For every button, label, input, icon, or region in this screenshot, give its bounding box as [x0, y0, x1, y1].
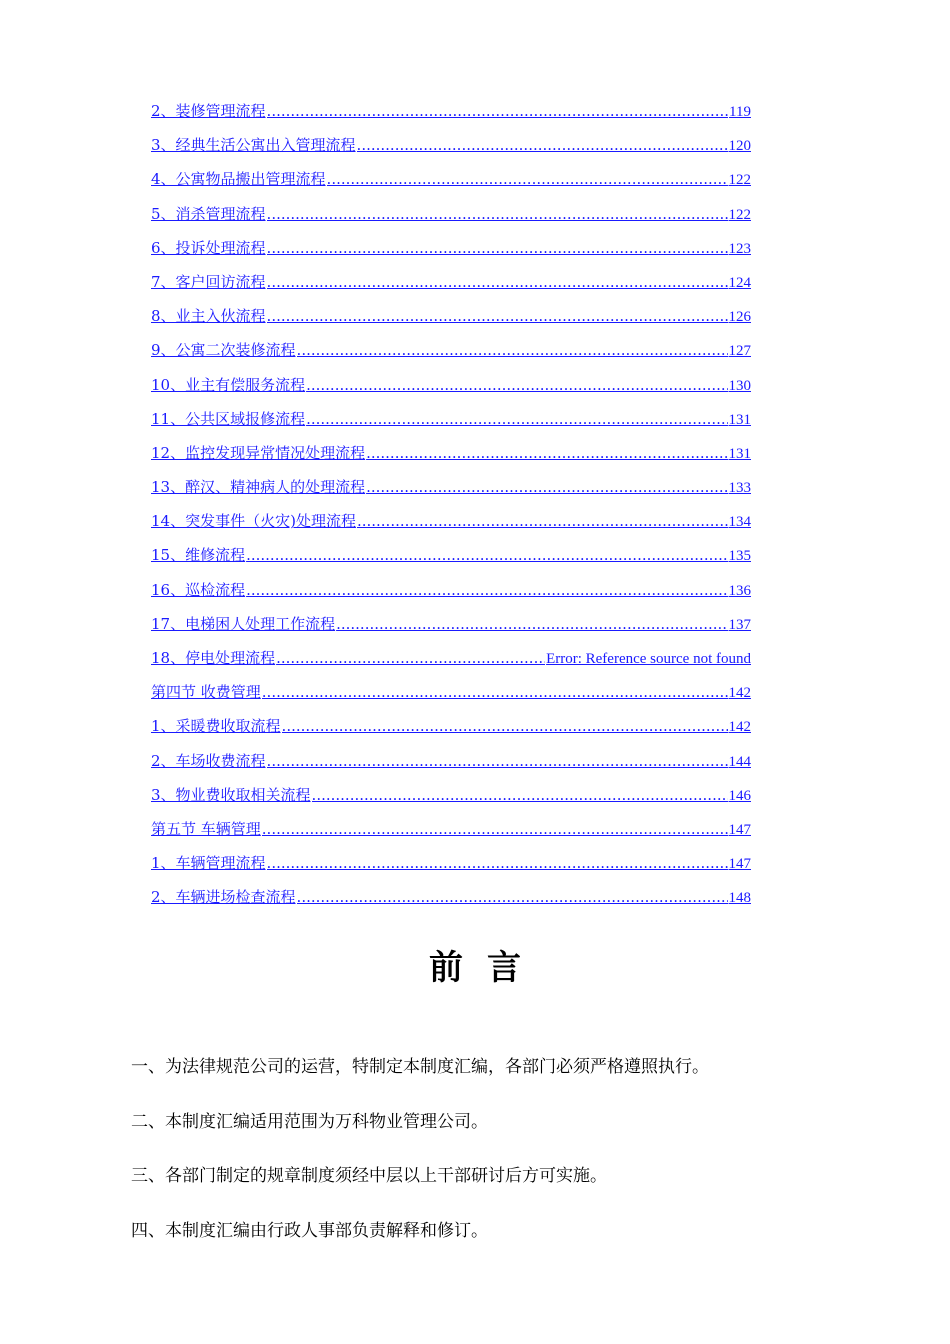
toc-entry-title: 3、物业费收取相关流程: [151, 785, 311, 804]
toc-entry-title: 第五节 车辆管理: [151, 819, 261, 838]
toc-entry-page: 133: [728, 480, 751, 497]
toc-dot-leader: [306, 376, 727, 394]
toc-dot-leader: [246, 546, 727, 564]
toc-entry[interactable]: [151, 750, 751, 784]
toc-dot-leader: [267, 205, 728, 223]
toc-dot-leader: [267, 239, 728, 257]
toc-entry[interactable]: [151, 134, 751, 168]
toc-entry-page: 122: [728, 206, 751, 223]
toc-dot-leader: [262, 683, 728, 701]
toc-dot-leader: [366, 444, 727, 462]
toc-entry-title: 6、投诉处理流程: [151, 238, 266, 257]
toc-entry-page: 147: [728, 821, 751, 838]
toc-dot-leader: [267, 307, 728, 325]
toc-entry-title: 18、停电处理流程: [151, 649, 276, 667]
toc-entry-page: 144: [728, 753, 751, 770]
toc-entry[interactable]: [151, 305, 751, 339]
toc-entry[interactable]: [151, 715, 751, 749]
preface-paragraph: 四、本制度汇编由行政人事部负责解释和修订。: [131, 1220, 488, 1241]
toc-dot-leader: [282, 717, 728, 735]
preface-paragraph: 三、各部门制定的规章制度须经中层以上干部研讨后方可实施。: [131, 1166, 607, 1186]
toc-entry-page: 130: [728, 377, 751, 394]
toc-entry-page: 131: [728, 411, 751, 428]
preface-title: 前言: [429, 948, 545, 988]
toc-entry-title: 17、电梯困人处理工作流程: [151, 614, 336, 633]
toc-entry-page: 142: [728, 719, 751, 736]
toc-entry-title: 15、维修流程: [151, 546, 246, 565]
toc-entry-title: 10、业主有偿服务流程: [151, 375, 306, 394]
toc-entry-page: 134: [728, 514, 751, 531]
toc-entry-page: 124: [728, 274, 751, 291]
toc-entry-title: 14、突发事件（火灾)处理流程: [151, 512, 356, 531]
toc-dot-leader: [262, 820, 728, 838]
toc-entry[interactable]: [151, 203, 751, 237]
toc-entry-title: 9、公寓二次装修流程: [151, 341, 296, 360]
toc-entry[interactable]: [151, 852, 751, 886]
toc-entry[interactable]: [151, 647, 751, 681]
toc-entry-page: 123: [728, 240, 751, 257]
toc-entry[interactable]: [151, 886, 751, 920]
toc-entry[interactable]: [151, 681, 751, 715]
toc-entry[interactable]: [151, 784, 751, 818]
toc-dot-leader: [276, 649, 545, 667]
toc-entry-title: 4、公寓物品搬出管理流程: [151, 170, 326, 189]
toc-dot-leader: [267, 854, 728, 872]
toc-entry-title: 3、经典生活公寓出入管理流程: [151, 136, 356, 155]
toc-entry[interactable]: [151, 579, 751, 613]
toc-dot-leader: [327, 170, 728, 188]
toc-dot-leader: [267, 752, 728, 770]
toc-entry-page: Error: Reference source not found: [546, 651, 751, 667]
toc-entry-title: 第四节 收费管理: [151, 683, 261, 702]
preface-list: [131, 1052, 831, 1270]
toc-entry-title: 5、消杀管理流程: [151, 204, 266, 223]
toc-entry-title: 2、车场收费流程: [151, 751, 266, 770]
toc-dot-leader: [297, 888, 728, 906]
toc-entry-title: 1、采暖费收取流程: [151, 717, 281, 736]
toc-entry[interactable]: [151, 339, 751, 373]
toc-dot-leader: [306, 410, 727, 428]
toc-entry[interactable]: [151, 168, 751, 202]
toc-entry-title: 8、业主入伙流程: [151, 307, 266, 326]
toc-entry[interactable]: [151, 271, 751, 305]
table-of-contents: [151, 100, 751, 921]
toc-dot-leader: [246, 581, 727, 599]
toc-dot-leader: [357, 136, 728, 154]
toc-entry[interactable]: [151, 613, 751, 647]
toc-entry-page: 146: [728, 787, 751, 804]
toc-entry-title: 2、装修管理流程: [151, 102, 266, 120]
toc-entry[interactable]: [151, 237, 751, 271]
toc-entry-page: 142: [728, 685, 751, 702]
toc-entry-title: 1、车辆管理流程: [151, 854, 266, 873]
toc-entry[interactable]: [151, 544, 751, 578]
toc-entry-page: 147: [728, 856, 751, 873]
toc-entry[interactable]: [151, 408, 751, 442]
toc-entry-title: 13、醉汉、精神病人的处理流程: [151, 478, 366, 497]
toc-entry-page: 126: [728, 309, 751, 326]
toc-entry-title: 7、客户回访流程: [151, 272, 266, 291]
toc-entry-page: 148: [728, 890, 751, 907]
toc-entry-page: 120: [728, 138, 751, 155]
toc-dot-leader: [297, 341, 728, 359]
toc-entry-page: 137: [728, 616, 751, 633]
toc-entry-title: 11、公共区域报修流程: [151, 409, 306, 428]
toc-entry-page: 122: [728, 172, 751, 189]
toc-entry-page: 135: [728, 548, 751, 565]
toc-dot-leader: [336, 615, 727, 633]
toc-dot-leader: [357, 512, 728, 530]
toc-dot-leader: [267, 102, 729, 120]
preface-paragraph: 一、为法律规范公司的运营，特制定本制度汇编，各部门必须严格遵照执行。: [131, 1057, 709, 1077]
toc-dot-leader: [267, 273, 728, 291]
toc-entry[interactable]: [151, 442, 751, 476]
toc-entry-page: 119: [729, 104, 751, 120]
toc-dot-leader: [312, 786, 728, 804]
toc-entry-title: 12、监控发现异常情况处理流程: [151, 443, 366, 462]
toc-dot-leader: [366, 478, 727, 496]
toc-entry-title: 16、巡检流程: [151, 580, 246, 599]
toc-entry-page: 131: [728, 445, 751, 462]
toc-entry[interactable]: [151, 476, 751, 510]
toc-entry-page: 136: [728, 582, 751, 599]
preface-paragraph: 二、本制度汇编适用范围为万科物业管理公司。: [131, 1111, 488, 1132]
toc-entry[interactable]: [151, 100, 751, 134]
toc-entry[interactable]: [151, 510, 751, 544]
toc-entry-page: 127: [728, 343, 751, 360]
toc-entry[interactable]: [151, 374, 751, 408]
toc-entry-title: 2、车辆进场检查流程: [151, 888, 296, 907]
toc-entry[interactable]: [151, 818, 751, 852]
